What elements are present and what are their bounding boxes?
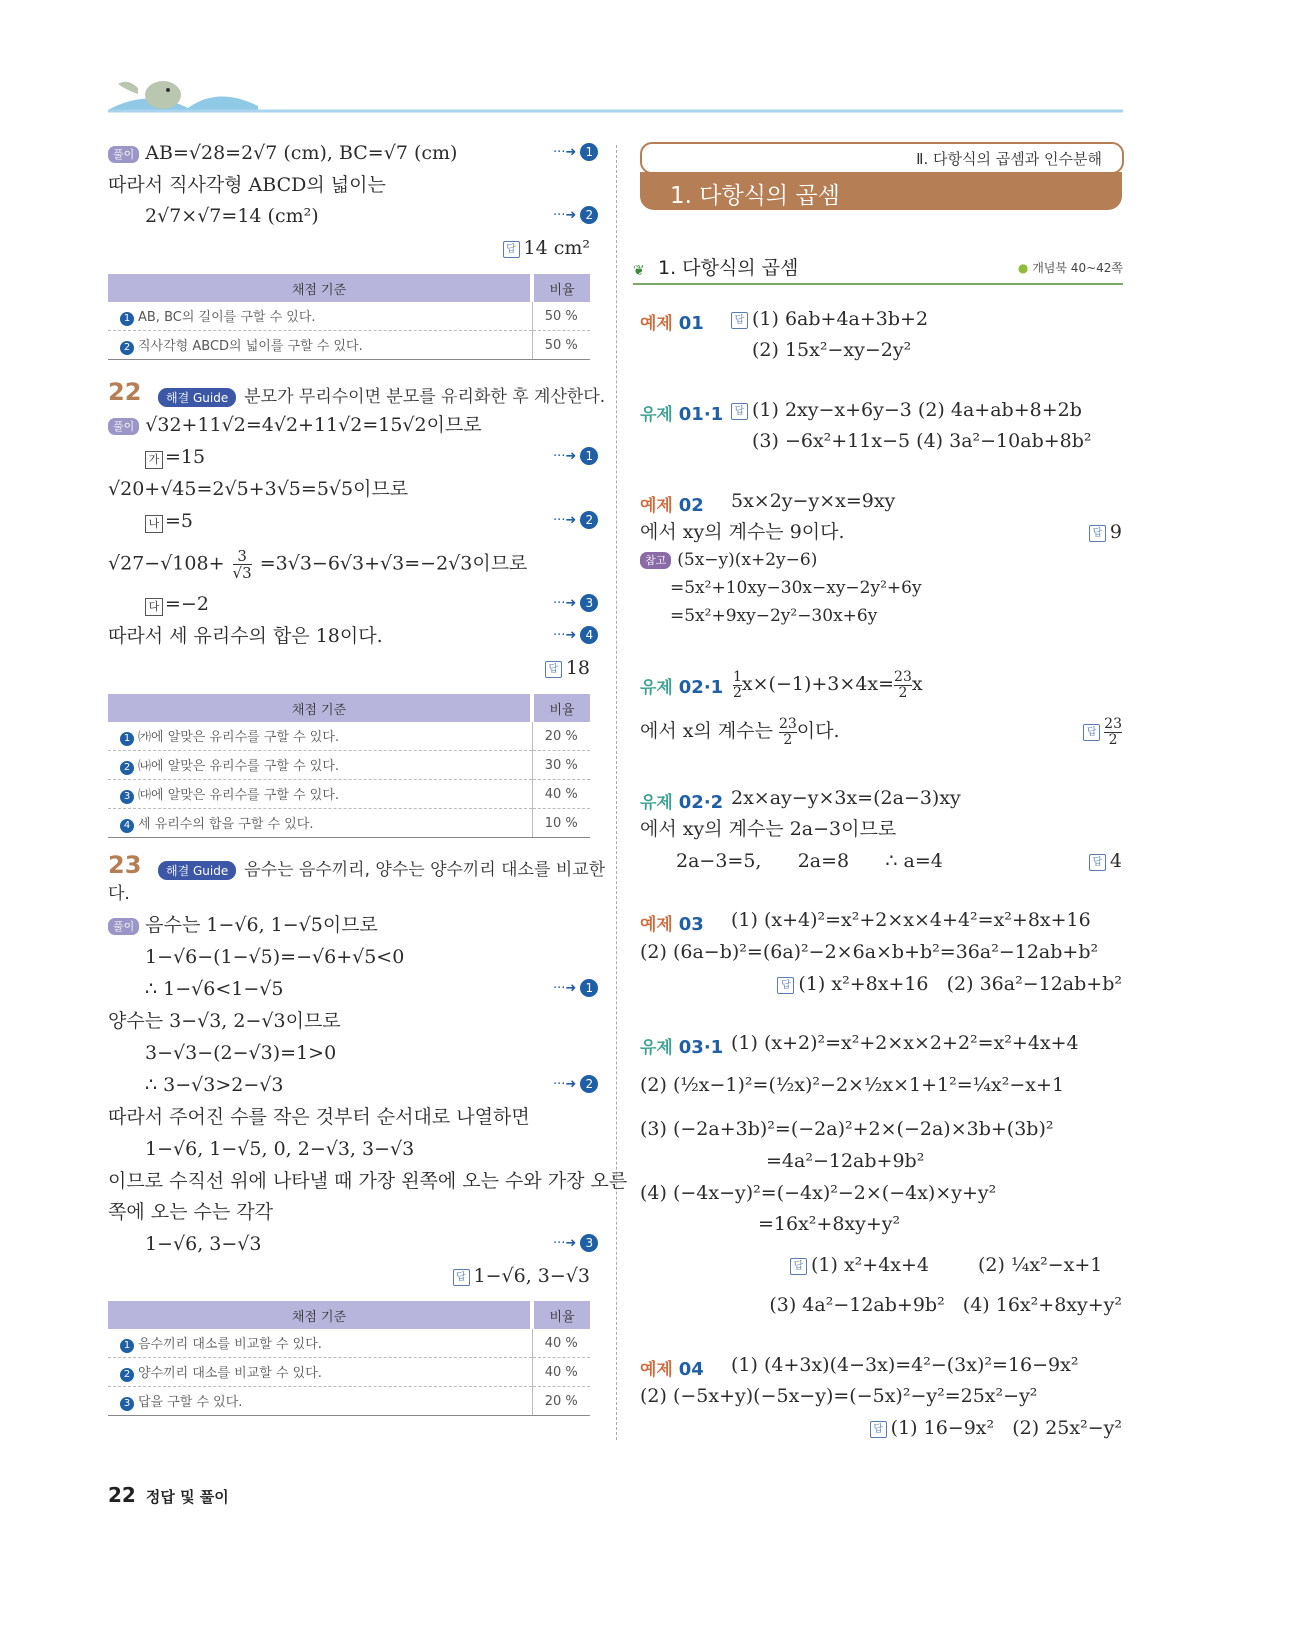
q23-answer: 답 1−√6, 3−√3	[453, 1264, 591, 1288]
yu021-line2: 에서 x의 계수는 $\frac{23}{2}$ 이다.	[640, 715, 840, 748]
yu031-answer3: (3) 4a²−12ab+9b² (4) 16x²+8xy+y²	[769, 1294, 1122, 1316]
ex04-line2: (2) (−5x+y)(−5x−y)=(−5x)²−y²=25x²−y²	[640, 1385, 1038, 1407]
q23-line3: ∴ 1−√6<1−√5	[145, 978, 284, 1000]
step-marker-1: ···➜ 1	[553, 979, 598, 997]
yu031-answer1: 답 (1) x²+4x+4	[790, 1253, 929, 1277]
q22-answer: 답 18	[545, 656, 590, 680]
yu031-line4: =4a²−12ab+9b²	[766, 1150, 925, 1172]
header-decoration	[108, 60, 1123, 120]
yu022-line1: 2x×ay−y×3x=(2a−3)xy	[731, 787, 961, 809]
yu031-line3: (3) (−2a+3b)²=(−2a)²+2×(−2a)×3b+(3b)²	[640, 1118, 1054, 1140]
q23-line10: 쪽에 오는 수는 각각	[108, 1201, 273, 1223]
q22-guide: 해결 Guide 분모가 무리수이면 분모를 유리화한 후 계산한다.	[158, 382, 605, 407]
page-number: 22	[108, 1483, 136, 1507]
q22-line3: √20+√45=2√5+3√5=5√5이므로	[108, 478, 409, 500]
ex04-answer: 답 (1) 16−9x² (2) 25x²−y²	[870, 1416, 1122, 1440]
q23-line6: ∴ 3−√3>2−√3	[145, 1074, 284, 1096]
ex03-answer: 답 (1) x²+8x+16 (2) 36a²−12ab+b²	[777, 972, 1122, 996]
yu022-answer: 답 4	[1089, 849, 1122, 873]
ex02-ref1: 참고 (5x−y)(x+2y−6)	[640, 548, 817, 572]
step-marker-3: ···➜ 3	[553, 594, 598, 612]
ex03-line1: (1) (x+4)²=x²+2×x×4+4²=x²+8x+16	[731, 909, 1091, 931]
ex02-ref3: =5x²+9xy−2y²−30x+6y	[670, 606, 878, 626]
step-marker-2: ···➜ 2	[553, 1075, 598, 1093]
question-23-number: 23	[108, 851, 142, 879]
yu011-label: 유제 01·1	[640, 404, 724, 425]
ex04-line1: (1) (4+3x)(4−3x)=4²−(3x)²=16−9x²	[731, 1354, 1079, 1376]
whale-logo	[108, 60, 1123, 120]
ex03-line2: (2) (6a−b)²=(6a)²−2×6a×b+b²=36a²−12ab+b²	[640, 941, 1099, 963]
q23-guide: 해결 Guide 음수는 음수끼리, 양수는 양수끼리 대소를 비교한	[158, 855, 605, 880]
sol21-answer: 답 14 cm²	[503, 236, 591, 260]
ex01-label: 예제 01	[640, 313, 704, 334]
leaf-icon: ❦	[633, 263, 645, 279]
q23-line9: 이므로 수직선 위에 나타낼 때 가장 왼쪽에 오는 수와 가장 오른	[108, 1170, 628, 1192]
ex02-line1: 5x×2y−y×x=9xy	[731, 490, 896, 512]
grading-table-22: 채점 기준 비율 1 ㈎에 알맞은 유리수를 구할 수 있다. 20 % 2 ㈏에 알맞은 유리수를 구할 수 있다. 30 % 3 ㈐에 알맞은 유리수를 구할 수 있다. 40 % 4 세 유리수의 합을 구할 수 있다. 10 %	[108, 694, 590, 838]
q23-line2: 1−√6−(1−√5)=−√6+√5<0	[145, 946, 405, 968]
q22-line6: 다 =−2	[145, 592, 209, 616]
step-marker-3: ···➜ 3	[553, 1234, 598, 1252]
subsection-title: 1. 다항식의 곱셈	[658, 257, 799, 279]
q23-line11: 1−√6, 3−√3	[145, 1233, 262, 1255]
yu022-line3: 2a−3=5, 2a=8 ∴ a=4	[676, 850, 943, 872]
section-banner	[640, 172, 1122, 210]
yu011-ans2: (3) −6x²+11x−5 (4) 3a²−10ab+8b²	[752, 430, 1092, 452]
sol21-line3: 2√7×√7=14 (cm²)	[145, 205, 319, 227]
q23-line5: 3−√3−(2−√3)=1>0	[145, 1042, 337, 1064]
step-marker-1: ···➜ 1	[553, 143, 598, 161]
question-22-number: 22	[108, 378, 142, 406]
chapter-banner	[640, 142, 1124, 174]
yu021-line1: $\frac{1}{2}$ x×(−1)+3×4x= $\frac{23}{2}$ x	[733, 668, 923, 701]
yu031-line1: (1) (x+2)²=x²+2×x×2+2²=x²+4x+4	[731, 1032, 1079, 1054]
ex02-answer: 답 9	[1089, 520, 1122, 544]
q23-line4: 양수는 3−√3, 2−√3이므로	[108, 1010, 341, 1032]
ex01-ans2: (2) 15x²−xy−2y²	[752, 339, 912, 361]
yu031-line5: (4) (−4x−y)²=(−4x)²−2×(−4x)×y+y²	[640, 1182, 997, 1204]
grading-table-23: 채점 기준 비율 1 음수끼리 대소를 비교할 수 있다. 40 % 2 양수끼리 대소를 비교할 수 있다. 40 % 3 답을 구할 수 있다. 20 %	[108, 1301, 590, 1416]
q22-line4: 나 =5	[145, 509, 193, 533]
sol21-line2: 따라서 직사각형 ABCD의 넓이는	[108, 174, 386, 196]
step-marker-1: ···➜ 1	[553, 447, 598, 465]
ex02-line2: 에서 xy의 계수는 9이다.	[640, 521, 845, 543]
sol21-line1: 풀이 AB=√28=2√7 (cm), BC=√7 (cm)	[108, 141, 457, 165]
q23-line7: 따라서 주어진 수를 작은 것부터 순서대로 나열하면	[108, 1106, 530, 1128]
column-divider	[616, 145, 617, 1440]
yu021-label: 유제 02·1	[640, 677, 724, 698]
grading-table-21: 채점 기준 비율 1 AB, BC의 길이를 구할 수 있다. 50 % 2 직사각형 ABCD의 넓이를 구할 수 있다. 50 %	[108, 274, 590, 360]
footer-label: 정답 및 풀이	[145, 1488, 229, 1506]
ex02-label: 예제 02	[640, 495, 704, 516]
sol-tag: 풀이	[108, 146, 139, 163]
yu021-answer: 답 $\frac{23}{2}$	[1083, 711, 1122, 751]
ex01-ans1: 답 (1) 6ab+4a+3b+2	[731, 307, 928, 331]
step-marker-2: ···➜ 2	[553, 206, 598, 224]
footer	[108, 1483, 229, 1507]
q23-guide-cont: 다.	[108, 884, 130, 904]
q22-line7: 따라서 세 유리수의 합은 18이다.	[108, 625, 383, 647]
ex04-label: 예제 04	[640, 1359, 704, 1380]
yu022-line2: 에서 xy의 계수는 2a−3이므로	[640, 818, 897, 840]
q22-line5: √27−√108+ $\frac{3}{√3}$ =3√3−6√3+√3=−2√3이므로	[108, 547, 528, 582]
section-title: 1. 다항식의 곱셈	[670, 183, 840, 209]
q22-line1: 풀이 √32+11√2=4√2+11√2=15√2이므로	[108, 413, 482, 437]
subsection-header	[633, 253, 1123, 285]
step-marker-4: ···➜ 4	[553, 626, 598, 644]
chapter-title: Ⅱ. 다항식의 곱셈과 인수분해	[916, 150, 1102, 168]
q23-line1: 풀이 음수는 1−√6, 1−√5이므로	[108, 913, 378, 937]
ex02-ref2: =5x²+10xy−30x−xy−2y²+6y	[670, 578, 922, 598]
yu022-label: 유제 02·2	[640, 792, 724, 813]
q23-line8: 1−√6, 1−√5, 0, 2−√3, 3−√3	[145, 1138, 415, 1160]
yu011-ans1: 답 (1) 2xy−x+6y−3 (2) 4a+ab+8+2b	[731, 398, 1082, 422]
q22-line2: 가 =15	[145, 445, 205, 469]
yu031-label: 유제 03·1	[640, 1037, 724, 1058]
step-marker-2: ···➜ 2	[553, 511, 598, 529]
yu031-answer2: (2) ¼x²−x+1	[978, 1254, 1103, 1276]
ref-label: ● 개념북 40~42쪽	[1017, 261, 1123, 275]
yu031-line2: (2) (½x−1)²=(½x)²−2×½x×1+1²=¼x²−x+1	[640, 1074, 1065, 1096]
ex03-label: 예제 03	[640, 914, 704, 935]
yu031-line6: =16x²+8xy+y²	[758, 1213, 901, 1235]
